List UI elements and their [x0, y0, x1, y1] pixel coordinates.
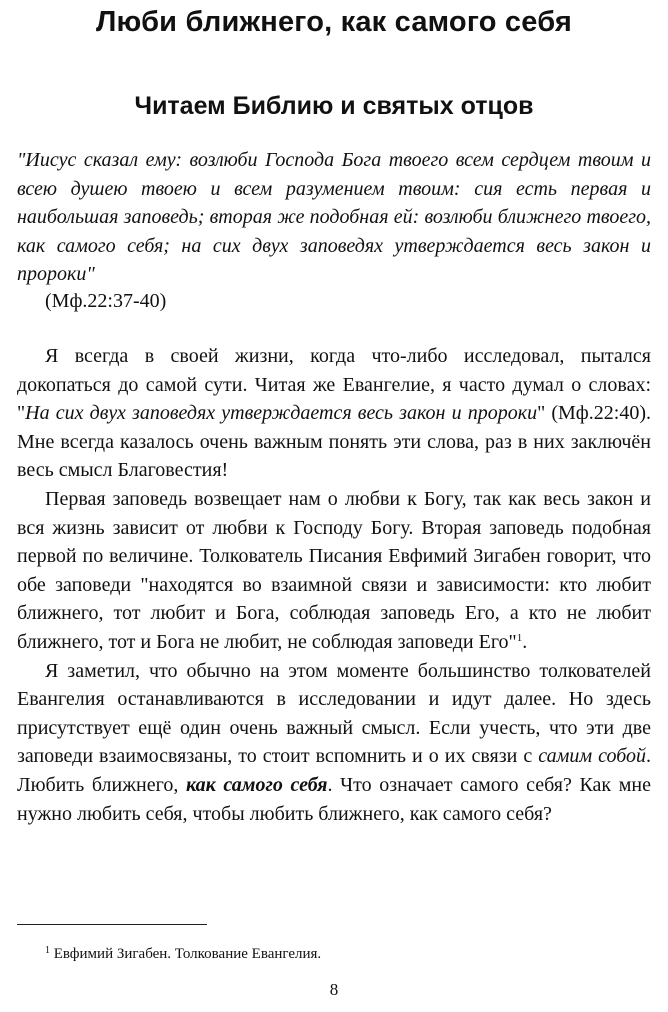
- epigraph-reference: (Мф.22:37-40): [45, 290, 167, 312]
- paragraph: [17, 342, 651, 485]
- body-text: [17, 342, 651, 828]
- page-number: 8: [329, 980, 339, 999]
- paragraph-text: . Что означает самого себя? Как мне нужно любить себя, чтобы любить ближнего, как самого себя?: [17, 773, 651, 825]
- paragraph-text: " (Мф.22:40). Мне всегда казалось очень важным понять эти слова, раз в них заключён весь смысл Благовестия!: [17, 402, 651, 482]
- footnote-text: Евфимий Зигабен. Толкование Евангелия.: [53, 946, 322, 962]
- section-title: Читаем Библию и святых отцов: [134, 92, 534, 120]
- chapter-title: Люби ближнего, как самого себя: [95, 6, 573, 38]
- paragraph-text: .: [522, 630, 528, 653]
- paragraph-text: . Любить ближнего,: [17, 745, 652, 796]
- bold-italic-phrase: как самого себя: [185, 773, 328, 796]
- paragraph: [17, 657, 651, 829]
- footnote-marker[interactable]: 1: [516, 631, 523, 644]
- paragraph-text: Первая заповедь возвещает нам о любви к Богу, так как весь закон и вся жизнь зависит от любви к Господу Богу. Вторая заповедь подобная первой по величине. Толкователь Писания Евфимий Зигабен говорит, что обе заповеди "находятся во взаимной связи и зависимости: кто любит ближнего, тот любит и Бога, соблюдая заповедь Его, а кто не любит ближнего, тот и Бога не любит, не соблюдая заповеди Его": [17, 487, 651, 653]
- epigraph-quote: "Иисус сказал ему: возлюби Господа Бога твоего всем сердцем твоим и всею душею твоею и всем разумением твоим: сия есть первая и наибольшая заповедь; вторая же подобная ей: возлюби ближнего твоего, как самого себя; на сих двух заповедях утверждается весь закон и пророки": [17, 149, 651, 286]
- footnote-number: 1: [45, 945, 50, 956]
- footnote: [45, 944, 321, 964]
- paragraph-text: Я заметил, что обычно на этом моменте большинство толкователей Евангелия останавливаются в исследовании и идут далее. Но здесь присутствует ещё один очень важный смысл. Если учесть, что эти две заповеди взаимосвязаны, то стоит вспомнить и о их связи с: [17, 659, 651, 768]
- paragraph-text: Я всегда в своей жизни, когда что-либо исследовал, пытался докопаться до самой сути. Читая же Евангелие, я часто думал о словах: ": [17, 345, 651, 425]
- footnote-divider: [17, 924, 207, 925]
- italic-quote: На сих двух заповедях утверждается весь закон и пророки: [25, 402, 538, 425]
- italic-phrase: самим собой: [538, 745, 647, 768]
- paragraph: [17, 485, 651, 657]
